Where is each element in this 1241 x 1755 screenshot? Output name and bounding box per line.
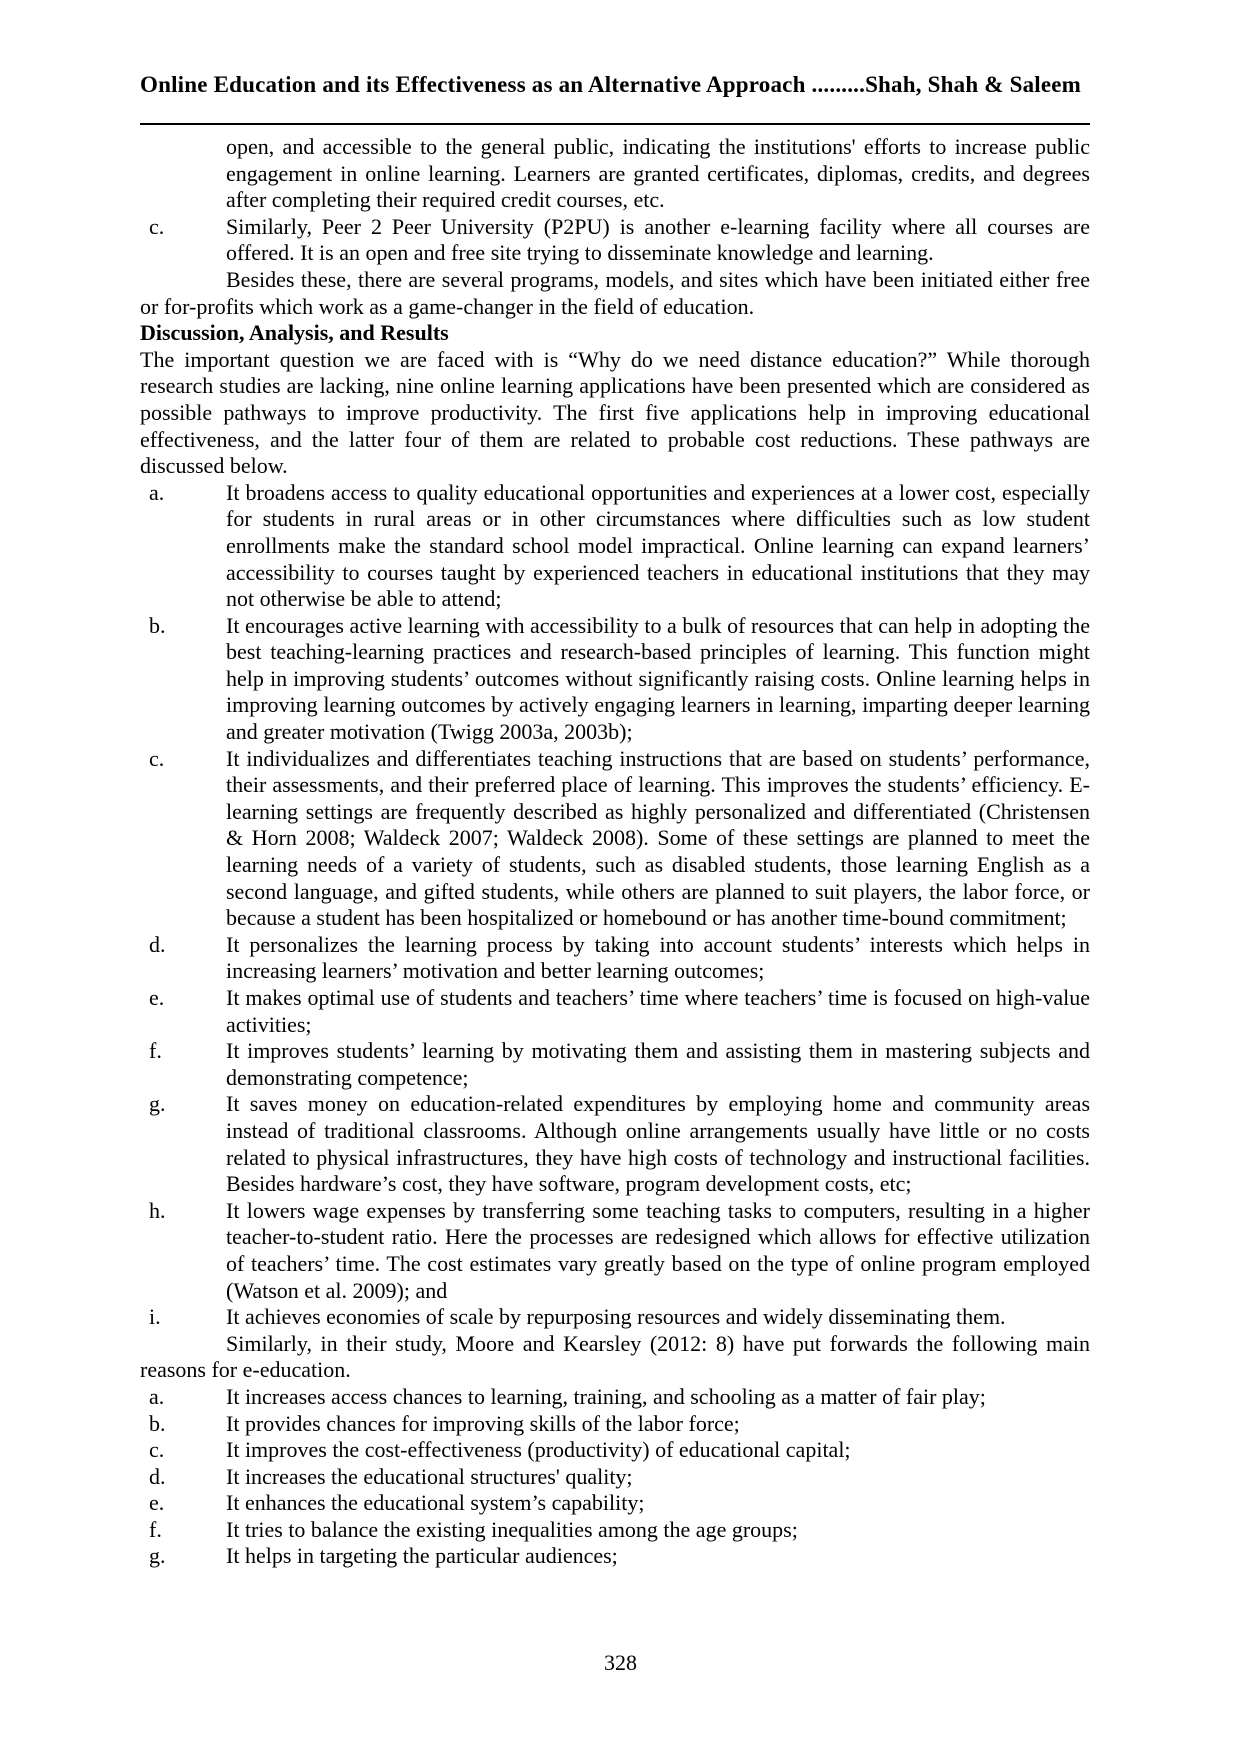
list-item-text: It achieves economies of scale by repurposing resources and widely disseminating them. [226, 1304, 1006, 1330]
list-marker: c. [149, 745, 165, 771]
text-column [140, 71, 1090, 1570]
discussion-paragraph: The important question we are faced with is “Why do we need distance education?” While thorough research studies are lacking, nine online learning applications have been presented which are considered as possible pathways to improve productivity. The first five applications help in improving educational effectiveness, and the latter four of them are related to probable cost reductions. These pathways are discussed below. [140, 346, 1090, 479]
list-marker: a. [149, 1383, 165, 1409]
list-marker: d. [149, 931, 166, 957]
list-item-reason-a [140, 1384, 1090, 1411]
list-item-reason-f [140, 1517, 1090, 1544]
list-item-p2pu [140, 214, 1090, 267]
list-item-text: It individualizes and differentiates teaching instructions that are based on students’ performance, their assessments, and their preferred place of learning. This improves the students’ efficiency. E-learning settings are frequently described as highly personalized and differentiated (Christensen & Horn 2008; Waldeck 2007; Waldeck 2008). Some of these settings are planned to meet the learning needs of a variety of students, such as disabled students, those learning English as a second language, and gifted students, while others are planned to suit players, the labor force, or because a student has been hospitalized or homebound or has another time-bound commitment; [226, 745, 1090, 931]
list-item-text: It increases access chances to learning, training, and schooling as a matter of fair play; [226, 1383, 986, 1409]
list-item-pathway-i [140, 1304, 1090, 1331]
list-item-text: It enhances the educational system’s capability; [226, 1490, 645, 1516]
running-head: Online Education and its Effectiveness as an Alternative Approach .........Shah, Shah & Saleem [140, 72, 1082, 97]
list-marker: g. [149, 1091, 166, 1117]
list-marker: i. [149, 1304, 161, 1330]
list-item-text: It provides chances for improving skills of the labor force; [226, 1410, 740, 1436]
list-item-text: It tries to balance the existing inequalities among the age groups; [226, 1516, 798, 1542]
list-item-text: It improves the cost-effectiveness (productivity) of educational capital; [226, 1437, 851, 1463]
list-item-text: It increases the educational structures' quality; [226, 1463, 633, 1489]
moore-kearsley-paragraph: Similarly, in their study, Moore and Kearsley (2012: 8) have put forwards the following main reasons for e-education. [140, 1330, 1090, 1383]
list-item-pathway-a [140, 480, 1090, 613]
list-item-pathway-e [140, 985, 1090, 1038]
list-marker: e. [149, 1490, 165, 1516]
section-heading: Discussion, Analysis, and Results [140, 320, 449, 346]
list-item-text: It lowers wage expenses by transferring some teaching tasks to computers, resulting in a higher teacher-to-student ratio. Here the processes are redesigned which allows for effective utilization of teachers’ time. The cost estimates vary greatly based on the type of online program employed (Watson et al. 2009); and [226, 1197, 1090, 1303]
list-marker: c. [149, 1437, 165, 1463]
list-item-reason-b [140, 1411, 1090, 1438]
list-marker: f. [149, 1038, 162, 1064]
page-number: 328 [604, 1650, 637, 1675]
list-item-text: It improves students’ learning by motivating them and assisting them in mastering subjects and demonstrating competence; [226, 1038, 1090, 1090]
list-item-pathway-c [140, 746, 1090, 932]
list-marker: h. [149, 1197, 166, 1223]
list-item-pathway-h [140, 1198, 1090, 1304]
continuation-paragraph: open, and accessible to the general public, indicating the institutions' efforts to increase public engagement in online learning. Learners are granted certificates, diplomas, credits, and degrees after completing their required credit courses, etc. [226, 134, 1090, 213]
besides-paragraph: Besides these, there are several programs, models, and sites which have been initiated either free or for-profits which work as a game-changer in the field of education. [140, 266, 1090, 319]
list-marker: f. [149, 1516, 162, 1542]
list-item-text: It saves money on education-related expenditures by employing home and community areas instead of traditional classrooms. Although online arrangements usually have little or no costs related to physical infrastructures, they have high costs of technology and instructional facilities. Besides hardware’s cost, they have software, program development costs, etc; [226, 1091, 1090, 1197]
list-marker: c. [149, 213, 165, 239]
list-marker: d. [149, 1463, 166, 1489]
list-item-reason-e [140, 1490, 1090, 1517]
list-item-pathway-g [140, 1091, 1090, 1197]
list-item-text: It broadens access to quality educational opportunities and experiences at a lower cost, especially for students in rural areas or in other circumstances where difficulties such as low student enrollments make the standard school model impractical. Online learning can expand learners’ accessibility to courses taught by experienced teachers in educational institutions that they may not otherwise be able to attend; [226, 479, 1090, 612]
list-item-text: It makes optimal use of students and teachers’ time where teachers’ time is focused on high-value activities; [226, 985, 1090, 1037]
list-marker: b. [149, 1410, 166, 1436]
list-marker: a. [149, 479, 165, 505]
header-rule [140, 123, 1090, 125]
list-item-text: It personalizes the learning process by taking into account students’ interests which helps in increasing learners’ motivation and better learning outcomes; [226, 931, 1090, 984]
list-item-text: It helps in targeting the particular audiences; [226, 1543, 618, 1569]
page-body [140, 134, 1090, 1570]
list-marker: g. [149, 1543, 166, 1569]
list-item-reason-g [140, 1543, 1090, 1570]
list-item-pathway-d [140, 932, 1090, 985]
list-marker: e. [149, 985, 165, 1010]
list-item-text: It encourages active learning with accessibility to a bulk of resources that can help in adopting the best teaching-learning practices and research-based principles of learning. This function might help in improving students’ outcomes without significantly raising costs. Online learning helps in improving learning outcomes by actively engaging learners in learning, imparting deeper learning and greater motivation (Twigg 2003a, 2003b); [226, 612, 1090, 745]
list-item-pathway-f [140, 1038, 1090, 1091]
list-marker: b. [149, 612, 166, 638]
list-item-reason-c [140, 1437, 1090, 1464]
list-item-text: Similarly, Peer 2 Peer University (P2PU) is another e-learning facility where all courses are offered. It is an open and free site trying to disseminate knowledge and learning. [226, 213, 1090, 266]
list-item-reason-d [140, 1464, 1090, 1491]
list-item-pathway-b [140, 613, 1090, 746]
